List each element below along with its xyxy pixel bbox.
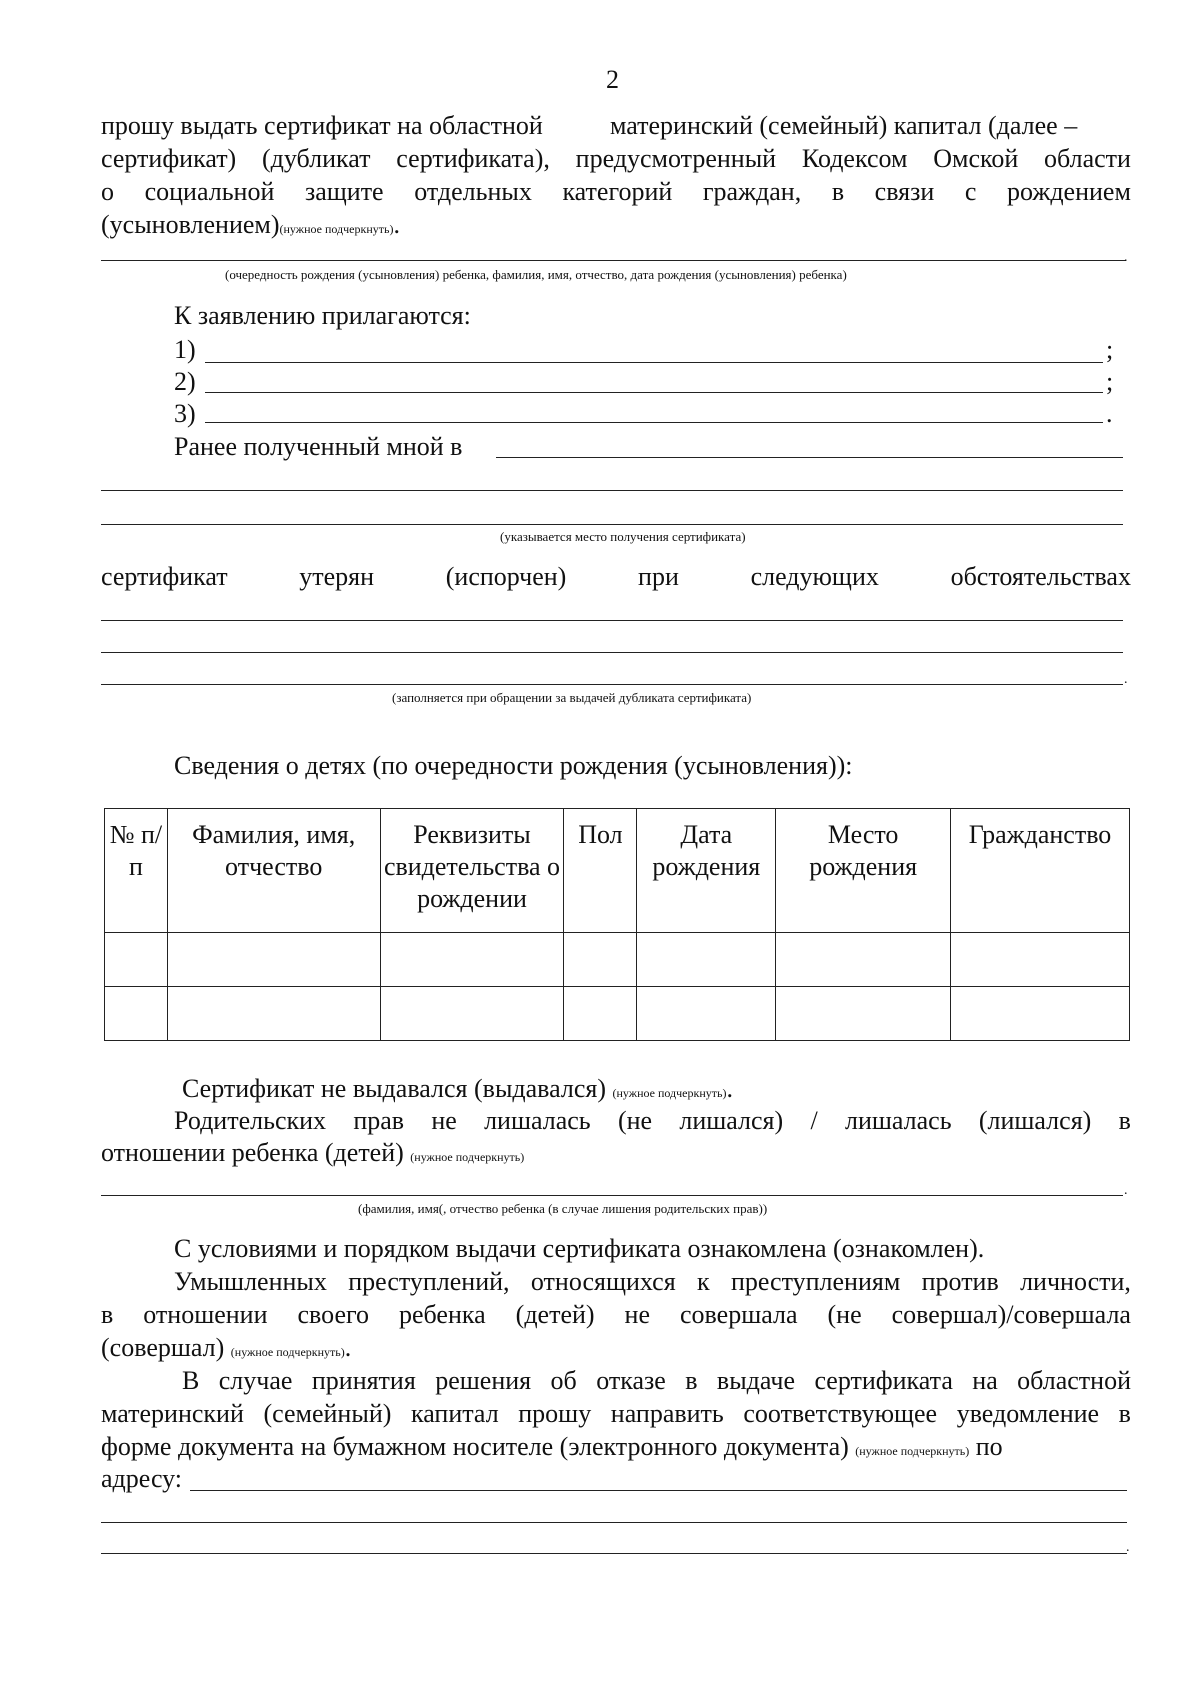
previous-label: Ранее полученный мной в (174, 432, 463, 461)
word: (не (617, 1106, 653, 1135)
word: защите (304, 177, 384, 206)
attachment-end-2: ; (1106, 367, 1114, 396)
intro-line-1a: прошу выдать сертификат на областной (101, 111, 543, 140)
table-cell[interactable] (776, 987, 951, 1041)
word: в (685, 1366, 698, 1395)
word: против (921, 1267, 999, 1296)
crimes-line-2 (101, 1299, 1131, 1331)
word: сертификат (101, 562, 228, 591)
col-certificate: Реквизиты свидетельства о рождении (380, 809, 564, 933)
attachment-num-3: 3) (174, 399, 196, 428)
word: предусмотренный (575, 144, 777, 173)
word: относящихся (530, 1267, 676, 1296)
word: капитал (410, 1399, 499, 1428)
word: В (182, 1366, 200, 1395)
word: (лишался) (978, 1106, 1092, 1135)
rights-line-2-text: отношении ребенка (детей) (101, 1138, 404, 1167)
word: областной (1017, 1366, 1131, 1395)
word: направить (610, 1399, 724, 1428)
underline-note: (нужное подчеркнуть) (855, 1444, 970, 1458)
word: Умышленных (174, 1267, 327, 1296)
word: лишалась (484, 1106, 591, 1135)
col-sex: Пол (564, 809, 637, 933)
refusal-line-3 (101, 1431, 1003, 1467)
col-birth-place: Место рождения (776, 809, 951, 933)
word: граждан, (702, 177, 802, 206)
col-citizenship: Гражданство (951, 809, 1130, 933)
word: совершал)/совершала (891, 1300, 1131, 1329)
word: решения (435, 1366, 532, 1395)
word: преступлениям (730, 1267, 901, 1296)
conditions-line: С условиями и порядком выдачи сертификата ознакомлена (ознакомлен). (174, 1234, 985, 1263)
word: утерян (299, 562, 375, 591)
word: соответствующее (743, 1399, 938, 1428)
word: (не (827, 1300, 862, 1329)
lost-reason-caption: (заполняется при обращении за выдачей дубликата сертификата) (392, 690, 752, 705)
rights-line-1 (174, 1105, 1131, 1137)
col-number: № п/п (105, 809, 168, 933)
table-cell[interactable] (105, 933, 168, 987)
intro-line-4-end: . (393, 210, 400, 239)
intro-line-3 (101, 176, 1131, 208)
previous-place-field-3[interactable] (101, 524, 1123, 525)
word: на (972, 1366, 998, 1395)
intro-line-4 (101, 209, 400, 245)
word: лишался) (679, 1106, 784, 1135)
word: материнский (101, 1399, 244, 1428)
word: / (810, 1106, 818, 1135)
attachment-end-1: ; (1106, 335, 1114, 364)
lost-line (101, 561, 1131, 593)
previous-place-field-2[interactable] (101, 490, 1123, 491)
word: принятия (311, 1366, 416, 1395)
table-cell[interactable] (951, 933, 1130, 987)
word: Омской (933, 144, 1019, 173)
word: сертификата), (396, 144, 550, 173)
col-name: Фамилия, имя, отчество (167, 809, 380, 933)
word: обстоятельствах (950, 562, 1131, 591)
word: отношении (143, 1300, 268, 1329)
field-end-dot-3: . (1124, 1183, 1128, 1198)
field-end-dot: . (1124, 250, 1128, 265)
word: об (550, 1366, 577, 1395)
child-info-field[interactable] (101, 260, 1126, 261)
word: Кодексом (801, 144, 908, 173)
page-number: 2 (606, 65, 619, 94)
word: отказе (596, 1366, 666, 1395)
attachments-heading: К заявлению прилагаются: (174, 301, 471, 330)
word: случае (218, 1366, 293, 1395)
word: личности, (1020, 1267, 1131, 1296)
address-label: адресу: (101, 1464, 183, 1493)
child-info-caption: (очередность рождения (усыновления) ребенка, фамилия, имя, отчество, дата рождения (усыновления) ребенка) (225, 267, 847, 282)
intro-line-4-text: (усыновлением) (101, 210, 280, 239)
word: (семейный) (263, 1399, 392, 1428)
word: при (638, 562, 679, 591)
table-row (105, 933, 1130, 987)
word: сертификат) (101, 144, 237, 173)
previous-place-field-1[interactable] (496, 457, 1123, 458)
word: (детей) (515, 1300, 595, 1329)
word: (дубликат (262, 144, 371, 173)
word: области (1044, 144, 1131, 173)
address-field-1[interactable] (190, 1490, 1127, 1491)
word: прав (353, 1106, 405, 1135)
lost-reason-field-2[interactable] (101, 652, 1123, 653)
word: о (101, 177, 114, 206)
attachment-num-2: 2) (174, 367, 196, 396)
cert-issued-line: Сертификат не выдавался (выдавался) (нужное подчеркнуть). (182, 1074, 733, 1103)
underline-note: (нужное подчеркнуть) (612, 1086, 727, 1100)
table-cell[interactable] (167, 987, 380, 1041)
word: отдельных (414, 177, 532, 206)
table-cell[interactable] (564, 987, 637, 1041)
field-end-dot-2: . (1124, 672, 1128, 687)
word: (испорчен) (445, 562, 567, 591)
word: не (431, 1106, 457, 1135)
word: совершала (680, 1300, 798, 1329)
attachment-field-1[interactable] (205, 362, 1103, 363)
word: в (1118, 1399, 1131, 1428)
word: прошу (518, 1399, 592, 1428)
address-field-3[interactable] (101, 1553, 1127, 1554)
crimes-line-3-text: (совершал) (101, 1333, 225, 1362)
word: рождением (1007, 177, 1131, 206)
children-table (104, 808, 1130, 1041)
crimes-line-1 (174, 1266, 1131, 1298)
attachment-field-3[interactable] (205, 422, 1103, 423)
table-header-row (105, 809, 1130, 933)
word: не (624, 1300, 651, 1329)
table-cell[interactable] (105, 987, 168, 1041)
table-cell[interactable] (380, 987, 564, 1041)
attachment-num-1: 1) (174, 335, 196, 364)
crimes-line-3: (совершал) (нужное подчеркнуть). (101, 1333, 352, 1362)
refusal-line-3-end: по (975, 1432, 1003, 1461)
cert-issued-text: Сертификат не выдавался (выдавался) (182, 1074, 607, 1103)
word: в (1118, 1106, 1131, 1135)
lost-reason-field-1[interactable] (101, 620, 1123, 621)
word: ребенка (399, 1300, 486, 1329)
table-cell[interactable] (380, 933, 564, 987)
word: сертификата (814, 1366, 953, 1395)
table-cell[interactable] (951, 987, 1130, 1041)
attachment-end-3: . (1106, 399, 1113, 428)
table-cell[interactable] (637, 987, 776, 1041)
word: связи (874, 177, 935, 206)
word: категорий (562, 177, 673, 206)
word: лишалась (844, 1106, 952, 1135)
lost-reason-field-3[interactable] (101, 684, 1123, 685)
intro-line-2 (101, 143, 1131, 175)
word: в (101, 1300, 114, 1329)
refusal-line-3-text: форме документа на бумажном носителе (электронного документа) (101, 1432, 849, 1461)
word: с (964, 177, 977, 206)
table-cell[interactable] (637, 933, 776, 987)
refusal-line-1 (182, 1365, 1131, 1397)
underline-note: (нужное подчеркнуть) (279, 222, 394, 236)
word: преступлений, (348, 1267, 510, 1296)
word: выдаче (716, 1366, 796, 1395)
word: своего (297, 1300, 370, 1329)
children-heading: Сведения о детях (по очередности рождения (усыновления)): (174, 751, 853, 780)
previous-place-caption: (указывается место получения сертификата) (500, 529, 746, 544)
intro-line-1b: материнский (семейный) капитал (далее – (610, 111, 1078, 140)
attachment-field-2[interactable] (205, 392, 1103, 393)
address-field-2[interactable] (101, 1522, 1127, 1523)
deprived-child-field[interactable] (101, 1195, 1123, 1196)
table-cell[interactable] (167, 933, 380, 987)
table-cell[interactable] (564, 933, 637, 987)
table-cell[interactable] (776, 933, 951, 987)
field-end-dot-4: . (1126, 1540, 1130, 1555)
word: социальной (144, 177, 275, 206)
word: уведомление (956, 1399, 1100, 1428)
underline-note: (нужное подчеркнуть) (230, 1345, 345, 1359)
word: в (831, 177, 845, 206)
deprived-child-caption: (фамилия, имя(, отчество ребенка (в случае лишения родительских прав)) (358, 1201, 768, 1216)
word: Родительских (174, 1106, 327, 1135)
rights-line-2 (101, 1137, 524, 1173)
refusal-line-2 (101, 1398, 1131, 1430)
word: к (696, 1267, 710, 1296)
col-birth-date: Дата рождения (637, 809, 776, 933)
underline-note: (нужное подчеркнуть) (410, 1150, 525, 1164)
intro-line-1 (101, 110, 543, 142)
table-row (105, 987, 1130, 1041)
word: следующих (750, 562, 879, 591)
